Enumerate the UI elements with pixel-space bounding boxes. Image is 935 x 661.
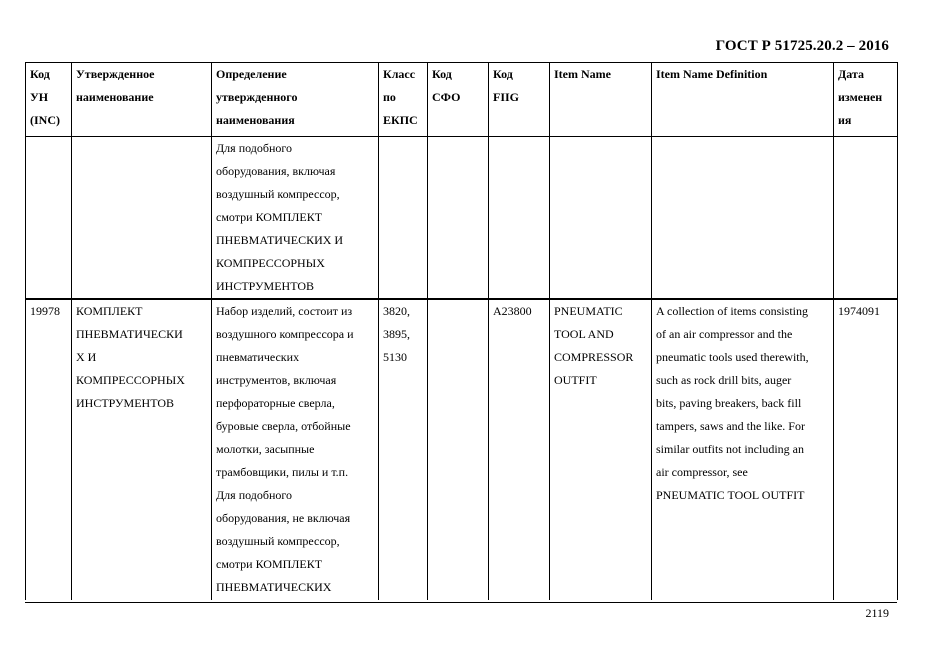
cell-text-line: СФО bbox=[432, 90, 461, 104]
cell-text-line: ИНСТРУМЕНТОВ bbox=[76, 396, 175, 410]
cell-ekps-class bbox=[379, 137, 428, 300]
cell-text-line: Дата bbox=[838, 67, 864, 81]
table-row-19978 bbox=[26, 299, 898, 600]
cell-text-line: such as rock drill bits, auger bbox=[656, 373, 792, 387]
cell-text-line: утвержденного bbox=[216, 90, 298, 104]
cell-text-line: A collection of items consisting bbox=[656, 304, 808, 318]
cell-item-name-definition bbox=[652, 299, 834, 600]
col-header-item-name-definition bbox=[652, 63, 834, 137]
cell-fiig-code: A23800 bbox=[489, 299, 550, 600]
col-header-fiig-code bbox=[489, 63, 550, 137]
cell-text-line: оборудования, не включая bbox=[216, 511, 351, 525]
col-header-sfo-code bbox=[428, 63, 489, 137]
cell-text-line: пневматических bbox=[216, 350, 300, 364]
table-bottom-rule bbox=[25, 602, 897, 603]
cell-text-line: COMPRESSOR bbox=[554, 350, 634, 364]
cell-text-line: Класс bbox=[383, 67, 416, 81]
cell-text-line: 3895, bbox=[383, 327, 410, 341]
cell-inc bbox=[26, 137, 72, 300]
cell-text-line: молотки, засыпные bbox=[216, 442, 315, 456]
col-header-definition bbox=[212, 63, 379, 137]
cell-item-name bbox=[550, 137, 652, 300]
cell-text-line: similar outfits not including an bbox=[656, 442, 804, 456]
cell-text-line: по bbox=[383, 90, 396, 104]
cell-item-name-definition bbox=[652, 137, 834, 300]
catalog-table bbox=[25, 62, 898, 600]
col-header-approved-name bbox=[72, 63, 212, 137]
cell-text-line: Для подобного bbox=[216, 488, 293, 502]
table-row-continuation bbox=[26, 137, 898, 300]
cell-text-line: буровые сверла, отбойные bbox=[216, 419, 351, 433]
cell-text-line: наименования bbox=[216, 113, 295, 127]
cell-change-date: 1974091 bbox=[834, 299, 898, 600]
cell-text-line: ИНСТРУМЕНТОВ bbox=[216, 279, 315, 293]
cell-text-line: ЕКПС bbox=[383, 113, 418, 127]
col-header-ekps-class bbox=[379, 63, 428, 137]
cell-text-line: КОМПРЕССОРНЫХ bbox=[216, 256, 325, 270]
cell-text-line: ия bbox=[838, 113, 852, 127]
cell-definition-ru bbox=[212, 299, 379, 600]
cell-text-line: ПНЕВМАТИЧЕСКИХ И bbox=[216, 233, 344, 247]
col-header-item-name bbox=[550, 63, 652, 137]
cell-text-line: Утвержденное bbox=[76, 67, 155, 81]
cell-text-line: УН bbox=[30, 90, 49, 104]
cell-text-line: Код bbox=[493, 67, 513, 81]
cell-text-line: PNEUMATIC bbox=[554, 304, 623, 318]
cell-text-line: Х И bbox=[76, 350, 97, 364]
cell-sfo-code bbox=[428, 137, 489, 300]
cell-text-line: bits, paving breakers, back fill bbox=[656, 396, 802, 410]
cell-text-line: инструментов, включая bbox=[216, 373, 337, 387]
cell-text-line: перфораторные сверла, bbox=[216, 396, 335, 410]
col-header-inc bbox=[26, 63, 72, 137]
cell-text-line: PNEUMATIC TOOL OUTFIT bbox=[656, 488, 805, 502]
cell-text-line: tampers, saws and the like. For bbox=[656, 419, 805, 433]
cell-text-line: air compressor, see bbox=[656, 465, 748, 479]
cell-item-name bbox=[550, 299, 652, 600]
cell-text-line: OUTFIT bbox=[554, 373, 597, 387]
cell-approved-name bbox=[72, 299, 212, 600]
cell-text-line: Код bbox=[30, 67, 50, 81]
cell-text-line: Item Name bbox=[554, 67, 611, 81]
cell-text-line: ПНЕВМАТИЧЕСКИ bbox=[76, 327, 183, 341]
cell-text-line: воздушный компрессор, bbox=[216, 534, 340, 548]
cell-sfo-code bbox=[428, 299, 489, 600]
cell-text-line: воздушный компрессор, bbox=[216, 187, 340, 201]
cell-text-line: Для подобного bbox=[216, 141, 293, 155]
cell-text-line: трамбовщики, пилы и т.п. bbox=[216, 465, 349, 479]
cell-text-line: смотри КОМПЛЕКТ bbox=[216, 210, 323, 224]
cell-text-line: 3820, bbox=[383, 304, 410, 318]
cell-text-line: оборудования, включая bbox=[216, 164, 336, 178]
cell-text-line: Набор изделий, состоит из bbox=[216, 304, 353, 318]
document-code: ГОСТ Р 51725.20.2 – 2016 bbox=[715, 38, 889, 54]
cell-text-line: воздушного компрессора и bbox=[216, 327, 354, 341]
cell-text-line: смотри КОМПЛЕКТ bbox=[216, 557, 323, 571]
cell-fiig-code bbox=[489, 137, 550, 300]
cell-text-line: Определение bbox=[216, 67, 287, 81]
cell-text-line: Item Name Definition bbox=[656, 67, 768, 81]
cell-text-line: (INC) bbox=[30, 113, 60, 127]
cell-text-line: Код bbox=[432, 67, 452, 81]
cell-text-line: TOOL AND bbox=[554, 327, 614, 341]
cell-approved-name bbox=[72, 137, 212, 300]
cell-inc: 19978 bbox=[26, 299, 72, 600]
cell-text-line: наименование bbox=[76, 90, 154, 104]
cell-text-line: of an air compressor and the bbox=[656, 327, 793, 341]
cell-text-line: 5130 bbox=[383, 350, 407, 364]
page-number: 2119 bbox=[865, 606, 889, 620]
col-header-change-date bbox=[834, 63, 898, 137]
cell-ekps-class bbox=[379, 299, 428, 600]
cell-text-line: FIIG bbox=[493, 90, 520, 104]
table-header-row bbox=[26, 63, 898, 137]
cell-text-line: ПНЕВМАТИЧЕСКИХ bbox=[216, 580, 332, 594]
cell-text-line: КОМПРЕССОРНЫХ bbox=[76, 373, 185, 387]
cell-change-date bbox=[834, 137, 898, 300]
cell-text-line: изменен bbox=[838, 90, 883, 104]
cell-text-line: КОМПЛЕКТ bbox=[76, 304, 143, 318]
cell-text-line: pneumatic tools used therewith, bbox=[656, 350, 809, 364]
cell-definition-ru bbox=[212, 137, 379, 300]
